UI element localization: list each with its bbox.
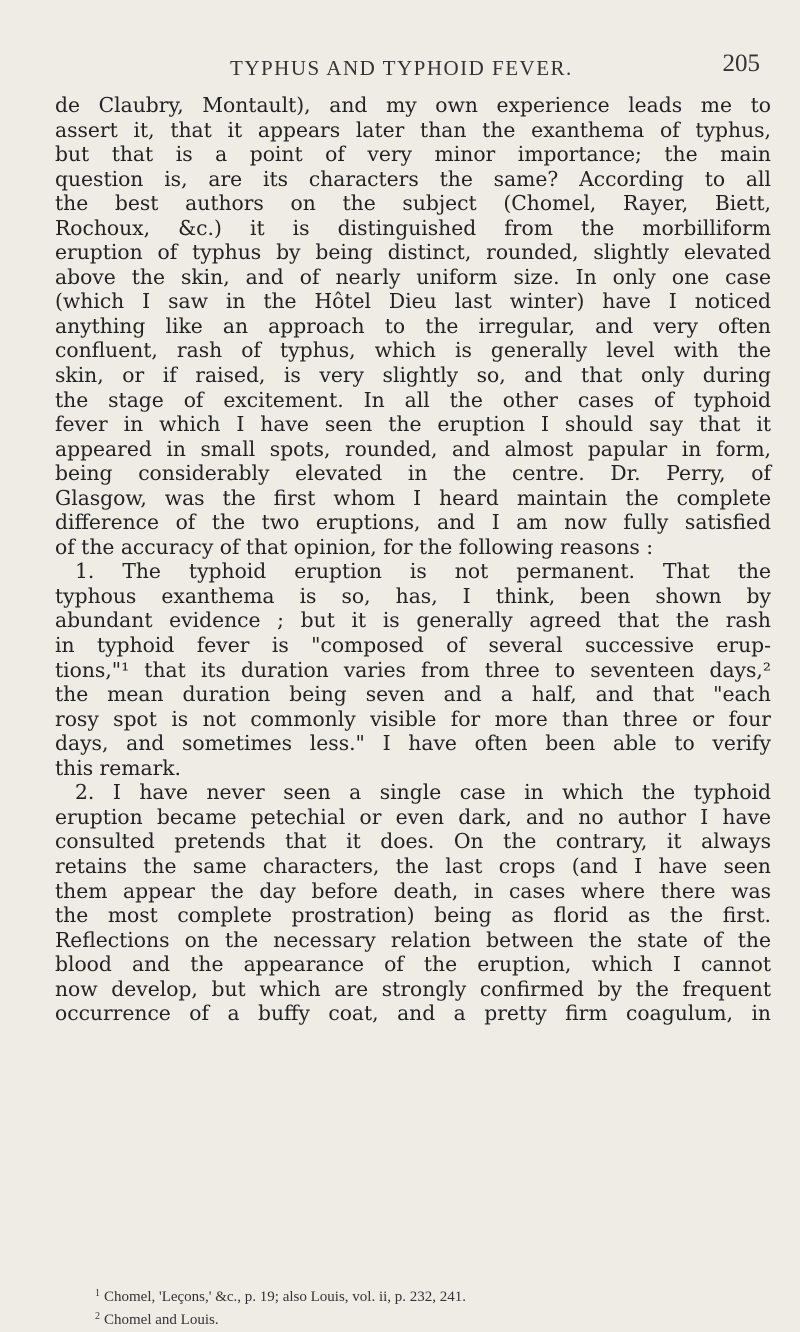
text-line: difference of the two eruptions, and I am now fully satisfied: [55, 510, 771, 535]
text-line: being considerably elevated in the centre. Dr. Perry, of: [55, 461, 771, 486]
text-line: Reflections on the necessary relation between the state of the: [55, 927, 771, 952]
text-line: de Claubry, Montault), and my own experience leads me to: [55, 93, 771, 117]
footnote-text: Chomel, 'Leçons,' &c., p. 19; also Louis, vol. ii, p. 232, 241.: [104, 1289, 467, 1305]
text-line: above the skin, and of nearly uniform size. In only one case: [55, 264, 771, 289]
text-line: in typhoid fever is "composed of several successive erup-: [55, 633, 771, 658]
text-line: days, and sometimes less." I have often been able to verify: [55, 731, 771, 756]
body-text: [55, 93, 771, 1026]
text-line: 1. The typhoid eruption is not permanent. That the: [75, 559, 771, 584]
text-line: (which I saw in the Hôtel Dieu last winter) have I noticed: [55, 289, 771, 314]
footnote-mark: 2: [95, 1311, 100, 1322]
running-title: TYPHUS AND TYPHOID FEVER.: [230, 56, 573, 80]
text-line: question is, are its characters the same? According to all: [55, 166, 771, 191]
text-line: Glasgow, was the first whom I heard maintain the complete: [55, 485, 771, 510]
text-line: Rochoux, &c.) it is distinguished from the morbilliform: [55, 215, 771, 240]
text-line: occurrence of a buffy coat, and a pretty firm coagulum, in: [55, 1001, 771, 1026]
text-line: the mean duration being seven and a half, and that "each: [55, 682, 771, 707]
footnote: [95, 1307, 775, 1330]
text-line: rosy spot is not commonly visible for more than three or four: [55, 706, 771, 731]
text-line: the most complete prostration) being as florid as the first.: [55, 903, 771, 928]
text-line: of the accuracy of that opinion, for the following reasons :: [55, 534, 654, 559]
text-line: the best authors on the subject (Chomel, Rayer, Biett,: [55, 191, 771, 216]
text-line: fever in which I have seen the eruption I should say that it: [55, 412, 771, 437]
text-line: now develop, but which are strongly confirmed by the frequent: [55, 976, 771, 1001]
text-line: typhous exanthema is so, has, I think, been shown by: [55, 583, 771, 608]
text-line: blood and the appearance of the eruption, which I cannot: [55, 952, 771, 977]
text-line: the stage of excitement. In all the other cases of typhoid: [55, 387, 771, 412]
footnote-text: Chomel and Louis.: [104, 1312, 219, 1328]
text-line: retains the same characters, the last crops (and I have seen: [55, 853, 771, 878]
text-line: this remark.: [55, 755, 182, 780]
footnote-mark: 1: [95, 1288, 100, 1299]
text-line: assert it, that it appears later than the exanthema of typhus,: [55, 117, 771, 142]
text-line: appeared in small spots, rounded, and almost papular in form,: [55, 436, 771, 461]
text-line: them appear the day before death, in cases where there was: [55, 878, 771, 903]
text-line: consulted pretends that it does. On the contrary, it always: [55, 829, 771, 854]
footnote: [95, 1284, 775, 1307]
text-line: tions,"¹ that its duration varies from three to seventeen days,²: [55, 657, 771, 682]
footnotes: [95, 1284, 775, 1330]
text-line: abundant evidence ; but it is generally agreed that the rash: [55, 608, 771, 633]
text-line: 2. I have never seen a single case in which the typhoid: [75, 780, 771, 805]
text-line: eruption of typhus by being distinct, rounded, slightly elevated: [55, 240, 771, 265]
text-line: skin, or if raised, is very slightly so, and that only during: [55, 363, 771, 388]
text-line: confluent, rash of typhus, which is generally level with the: [55, 338, 771, 363]
page-number: 205: [722, 50, 760, 77]
text-line: eruption became petechial or even dark, and no author I have: [55, 804, 771, 829]
running-header: [230, 50, 760, 86]
text-line: anything like an approach to the irregular, and very often: [55, 313, 771, 338]
text-line: but that is a point of very minor importance; the main: [55, 142, 771, 167]
